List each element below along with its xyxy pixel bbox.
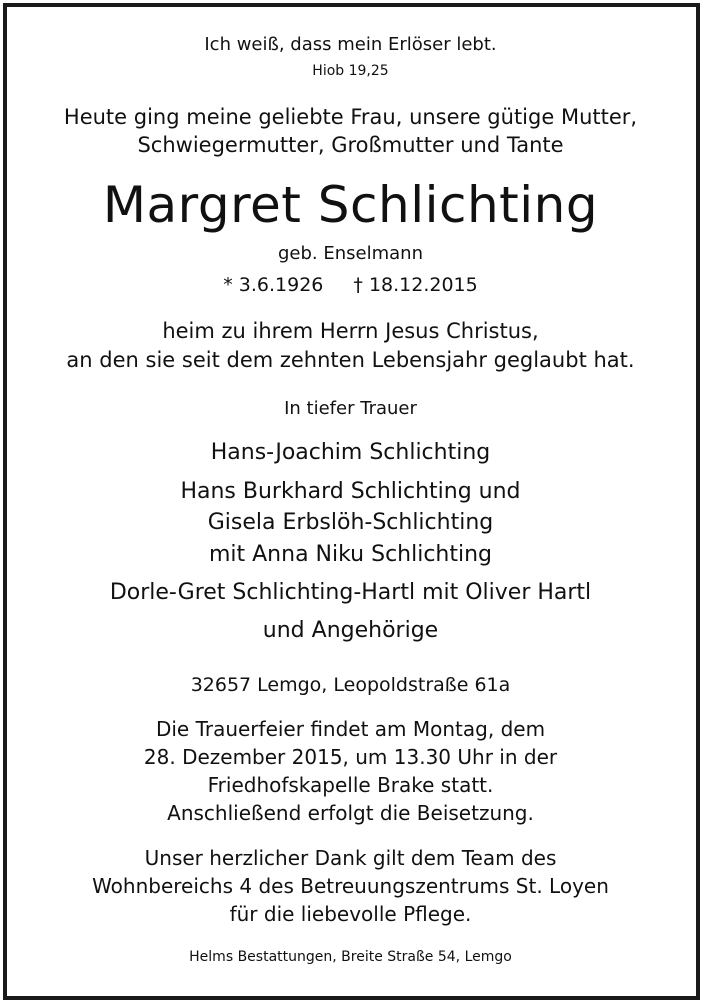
mourning-label: In tiefer Trauer <box>284 398 417 419</box>
faith-line-2: an den sie seit dem zehnten Lebensjahr geglaubt hat. <box>66 348 635 372</box>
undertaker-info: Helms Bestattungen, Breite Straße 54, Lemgo <box>189 949 512 965</box>
mourner-line: und Angehörige <box>262 618 439 643</box>
faith-line-1: heim zu ihrem Herrn Jesus Christus, <box>162 319 539 343</box>
thanks-line-3: für die liebevolle Pflege. <box>229 902 472 926</box>
death-date: † 18.12.2015 <box>353 274 478 296</box>
mourner-line: Hans-Joachim Schlichting <box>210 440 491 465</box>
birth-date: * 3.6.1926 <box>223 274 324 296</box>
intro-line-1: Heute ging meine geliebte Frau, unsere gütige Mutter, <box>63 105 638 129</box>
family-address: 32657 Lemgo, Leopoldstraße 61a <box>190 674 511 696</box>
epigraph-quote: Ich weiß, dass mein Erlöser lebt. <box>204 34 497 55</box>
thanks-line-2: Wohnbereichs 4 des Betreuungszentrums St. Loyen <box>92 874 609 898</box>
service-line-2: 28. Dezember 2015, um 13.30 Uhr in der <box>143 745 558 769</box>
mourner-line: Hans Burkhard Schlichting und <box>180 479 521 504</box>
intro-line-2: Schwiegermutter, Großmutter und Tante <box>137 133 564 157</box>
service-line-3: Friedhofskapelle Brake statt. <box>207 773 494 797</box>
service-line-1: Die Trauerfeier findet am Montag, dem <box>155 717 546 741</box>
maiden-name: geb. Enselmann <box>278 243 423 264</box>
thanks-line-1: Unser herzlicher Dank gilt dem Team des <box>144 846 557 870</box>
mourner-line: mit Anna Niku Schlichting <box>208 542 493 567</box>
mourner-line: Dorle-Gret Schlichting-Hartl mit Oliver Hartl <box>109 580 592 605</box>
service-line-4: Anschließend erfolgt die Beisetzung. <box>167 801 534 825</box>
life-dates <box>0 276 701 295</box>
deceased-name: Margret Schlichting <box>102 176 599 234</box>
epigraph-reference: Hiob 19,25 <box>312 63 389 79</box>
mourner-line: Gisela Erbslöh-Schlichting <box>207 510 494 535</box>
